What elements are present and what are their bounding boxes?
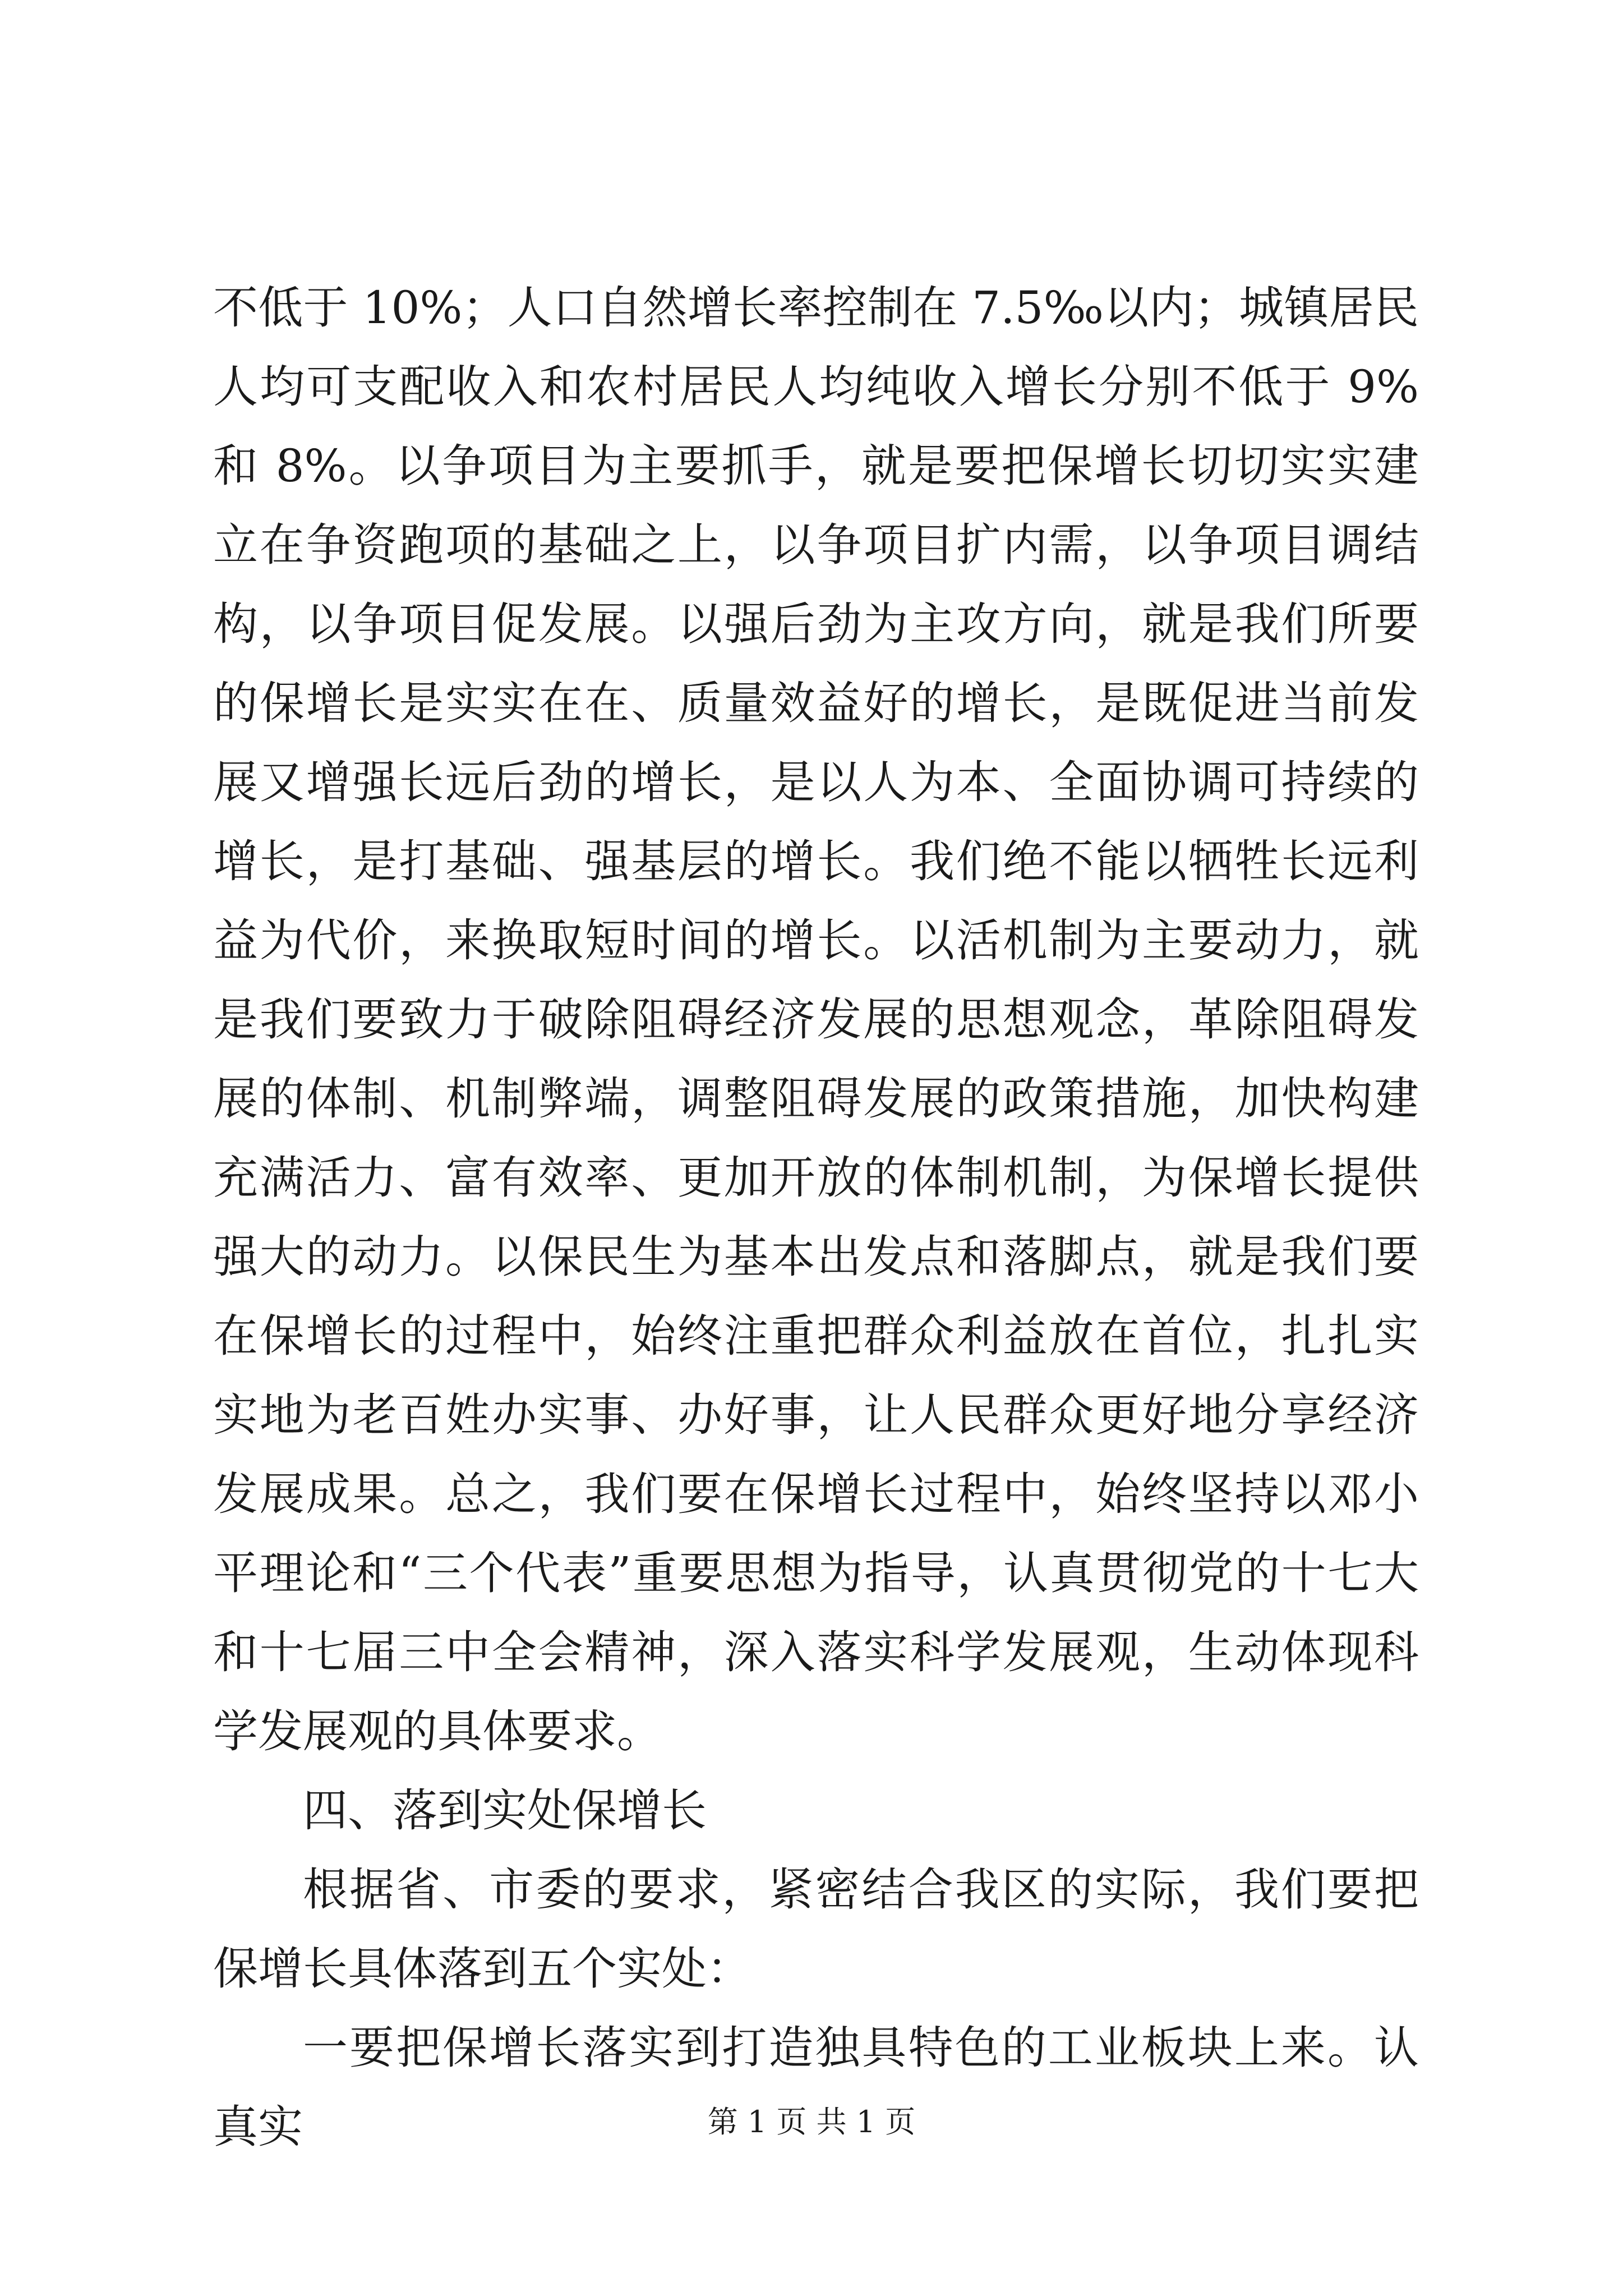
paragraph-continuation: 不低于 10%；人口自然增长率控制在 7.5‰以内；城镇居民人均可支配收入和农村居民人均纯收入增长分别不低于 9%和 8%。以争项目为主要抓手，就是要把保增长切切实实建立在争资跑项的基础之上，以争项目扩内需，以争项目调结构，以争项目促发展。以强后劲为主攻方向，就是我们所要的保增长是实实在在、质量效益好的增长，是既促进当前发展又增强长远后劲的增长，是以人为本、全面协调可持续的增长，是打基础、强基层的增长。我们绝不能以牺牲长远利益为代价，来换取短时间的增长。以活机制为主要动力，就是我们要致力于破除阻碍经济发展的思想观念，革除阻碍发展的体制、机制弊端，调整阻碍发展的政策措施，加快构建充满活力、富有效率、更加开放的体制机制，为保增长提供强大的动力。以保民生为基本出发点和落脚点，就是我们要在保增长的过程中，始终注重把群众利益放在首位，扎扎实实地为老百姓办实事、办好事，让人民群众更好地分享经济发展成果。总之，我们要在保增长过程中，始终坚持以邓小平理论和“三个代表”重要思想为指导，认真贯彻党的十七大和十七届三中全会精神，深入落实科学发展观，生动体现科学发展观的具体要求。: [213, 282, 1419, 1757]
page-number-label: 第 1 页 共 1 页: [707, 2104, 916, 2139]
paragraph-item-one: 一要把保增长落实到打造独具特色的工业板块上来。认真实: [213, 2022, 1419, 2153]
section-heading: 四、落到实处保增长: [303, 1784, 707, 1837]
body-text: [213, 268, 1419, 2166]
page-footer: [0, 2098, 1623, 2141]
paragraph-intro: 根据省、市委的要求，紧密结合我区的实际，我们要把保增长具体落到五个实处：: [213, 1864, 1419, 1995]
